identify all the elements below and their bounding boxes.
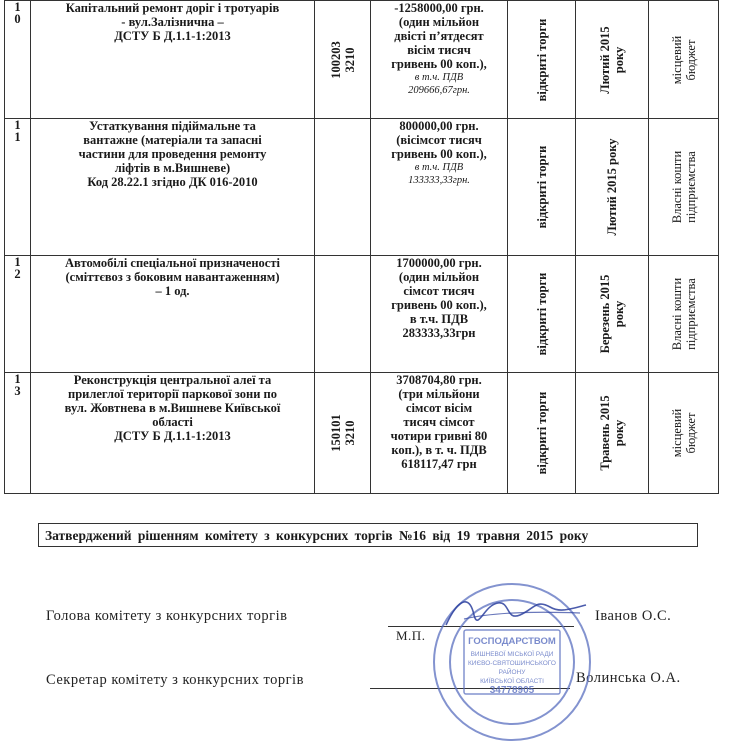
row-number — [5, 1, 31, 119]
text-line: Код 28.22.1 згідно ДК 016-2010 — [87, 175, 258, 189]
procedure-type-text — [535, 392, 549, 475]
funding-source — [649, 256, 719, 373]
text-line: року — [612, 46, 626, 73]
text-line: підприємства — [683, 151, 698, 223]
text-line: підприємства — [683, 278, 698, 350]
text-line: 0 — [14, 12, 21, 26]
text-line: вісім тисяч — [407, 43, 471, 57]
procurement-table — [4, 0, 719, 494]
text-line: 2 — [14, 267, 21, 281]
text-line: Капітальний ремонт доріг і тротуарів — [65, 1, 280, 15]
text-line: в т.ч. ПДВ — [414, 72, 464, 83]
budget-code-text — [329, 414, 357, 452]
text-line: тисяч сімсот — [403, 415, 475, 429]
head-label: Голова комітету з конкурсних торгів — [46, 608, 288, 624]
text-line: вантажне (матеріали та запасні — [83, 133, 262, 147]
table-row — [5, 119, 719, 256]
procedure-type-text — [535, 18, 549, 101]
secretary-name: Волинська О.А. — [576, 670, 681, 686]
stamp-code: 34778905 — [489, 685, 535, 696]
text-line: місцевий — [669, 35, 684, 84]
text-line: відкриті торги — [534, 18, 549, 101]
text-line: 283333,33грн — [402, 326, 476, 340]
text-line: року — [612, 300, 626, 328]
text-line: Травень 2015 — [598, 395, 612, 471]
text-line: ДСТУ Б Д.1.1-1:2013 — [114, 429, 231, 443]
text-line: 1 — [14, 372, 21, 386]
text-line: року — [612, 419, 626, 447]
expected-price — [371, 256, 508, 373]
text-line: Лютий 2015 року — [605, 138, 619, 236]
row-number — [5, 256, 31, 373]
text-line: Лютий 2015 — [598, 25, 612, 94]
budget-code — [315, 256, 371, 373]
funding-source-text — [670, 409, 698, 457]
stamp-line-2: КИЄВО-СВЯТОШИНСЬКОГО — [468, 660, 556, 667]
text-line: двісті п’ятдесят — [394, 29, 484, 43]
table-row — [5, 373, 719, 494]
text-line: Власні кошти — [669, 150, 684, 224]
expected-price — [371, 119, 508, 256]
text-line: частини для проведення ремонту — [78, 147, 267, 161]
expected-price — [371, 373, 508, 494]
text-line: ДСТУ Б Д.1.1-1:2013 — [114, 29, 231, 43]
text-line: коп.), в т. ч. ПДВ — [391, 443, 487, 457]
procedure-type-text — [535, 273, 549, 356]
procurement-date — [576, 373, 649, 494]
text-line: області — [152, 415, 193, 429]
text-line: 150101 — [328, 414, 343, 452]
text-line: Автомобілі спеціальної призначеності — [65, 256, 280, 270]
secretary-label: Секретар комітету з конкурсних торгів — [46, 672, 304, 688]
procurement-date-text — [605, 139, 619, 236]
text-line: 1 — [14, 255, 21, 269]
text-line: гривень 00 коп.), — [391, 57, 487, 71]
head-signature — [440, 585, 590, 645]
text-line: Реконструкція центральної алеї та — [73, 373, 272, 387]
funding-source-text — [670, 278, 698, 350]
procurement-date-text — [598, 275, 626, 354]
funding-source — [649, 119, 719, 256]
text-line: (один мільйон — [398, 270, 480, 284]
text-line: ліфтів в м.Вишневе) — [114, 161, 231, 175]
stamp-line-3: РАЙОНУ — [498, 669, 526, 676]
text-line: 100203 — [328, 40, 343, 79]
text-line: 3 — [14, 384, 21, 398]
text-line: бюджет — [683, 412, 698, 454]
text-line: Устаткування підіймальне та — [89, 119, 256, 133]
text-line: бюджет — [683, 39, 698, 80]
expected-price — [371, 1, 508, 119]
text-line: гривень 00 коп.), — [391, 298, 487, 312]
stamp-title: ГОСПОДАРСТВОМ — [468, 636, 556, 647]
text-line: 800000,00 грн. — [399, 119, 479, 133]
text-line: 3210 — [342, 47, 357, 72]
text-line: гривень 00 коп.), — [391, 147, 487, 161]
procurement-date-text — [598, 26, 626, 93]
text-line: чотири гривні 80 — [390, 429, 488, 443]
text-line: 1 — [14, 130, 21, 144]
stamp-place-mark: М.П. — [396, 628, 426, 643]
procurement-date — [576, 119, 649, 256]
text-line: відкриті торги — [534, 391, 549, 475]
procurement-date-text — [598, 395, 626, 470]
text-line: вул. Жовтнева в м.Вишневе Київської — [64, 401, 281, 415]
text-line: 209666,67грн. — [408, 85, 470, 96]
table-row — [5, 256, 719, 373]
text-line: прилеглої території паркової зони по — [68, 387, 277, 401]
budget-code — [315, 119, 371, 256]
budget-code — [315, 1, 371, 119]
funding-source-text — [670, 35, 698, 83]
budget-code — [315, 373, 371, 494]
budget-code-text — [329, 41, 357, 79]
procurement-date — [576, 1, 649, 119]
row-number — [5, 373, 31, 494]
funding-source — [649, 1, 719, 119]
text-line: 133333,33грн. — [408, 175, 470, 186]
text-line: 1 — [14, 0, 21, 14]
procurement-date — [576, 256, 649, 373]
item-description — [31, 373, 315, 494]
text-line: (вісімсот тисяч — [396, 133, 482, 147]
stamp-line-1: ВИШНЕВОЇ МІСЬКОЇ РАДИ — [470, 651, 554, 658]
procedure-type — [508, 373, 576, 494]
stamp-line-4: КИЇВСЬКОЇ ОБЛАСТІ — [480, 678, 544, 685]
text-line: - вул.Залізнична – — [121, 15, 224, 29]
text-line: сімсот тисяч — [403, 284, 475, 298]
text-line: Березень 2015 — [598, 274, 612, 354]
table-row — [5, 1, 719, 119]
text-line: Власні кошти — [669, 277, 684, 351]
text-line: відкриті торги — [534, 145, 549, 229]
text-line: -1258000,00 грн. — [394, 1, 484, 15]
item-description — [31, 256, 315, 373]
item-description — [31, 1, 315, 119]
text-line: в т.ч. ПДВ — [409, 312, 469, 326]
text-line: 3708704,80 грн. — [396, 373, 482, 387]
head-name: Іванов О.С. — [595, 608, 672, 624]
text-line: сімсот вісім — [405, 401, 473, 415]
text-line: 618117,47 грн — [401, 457, 477, 471]
text-line: в т.ч. ПДВ — [414, 162, 464, 173]
procedure-type — [508, 119, 576, 256]
item-description — [31, 119, 315, 256]
funding-source — [649, 373, 719, 494]
row-number — [5, 119, 31, 256]
text-line: 3210 — [342, 420, 357, 446]
procedure-type-text — [535, 146, 549, 229]
text-line: 1700000,00 грн. — [396, 256, 482, 270]
text-line: (один мільйон — [398, 15, 480, 29]
text-line: місцевий — [669, 408, 684, 458]
text-line: 1 — [14, 118, 21, 132]
text-line: – 1 од. — [155, 284, 190, 298]
procedure-type — [508, 256, 576, 373]
text-line: відкриті торги — [534, 272, 549, 356]
funding-source-text — [670, 151, 698, 223]
procedure-type — [508, 1, 576, 119]
approval-note: Затверджений рішенням комітету з конкурсних торгів №16 від 19 травня 2015 року — [38, 523, 698, 547]
text-line: (три мільйони — [398, 387, 480, 401]
text-line: (сміттєвоз з боковим навантаженням) — [65, 270, 280, 284]
